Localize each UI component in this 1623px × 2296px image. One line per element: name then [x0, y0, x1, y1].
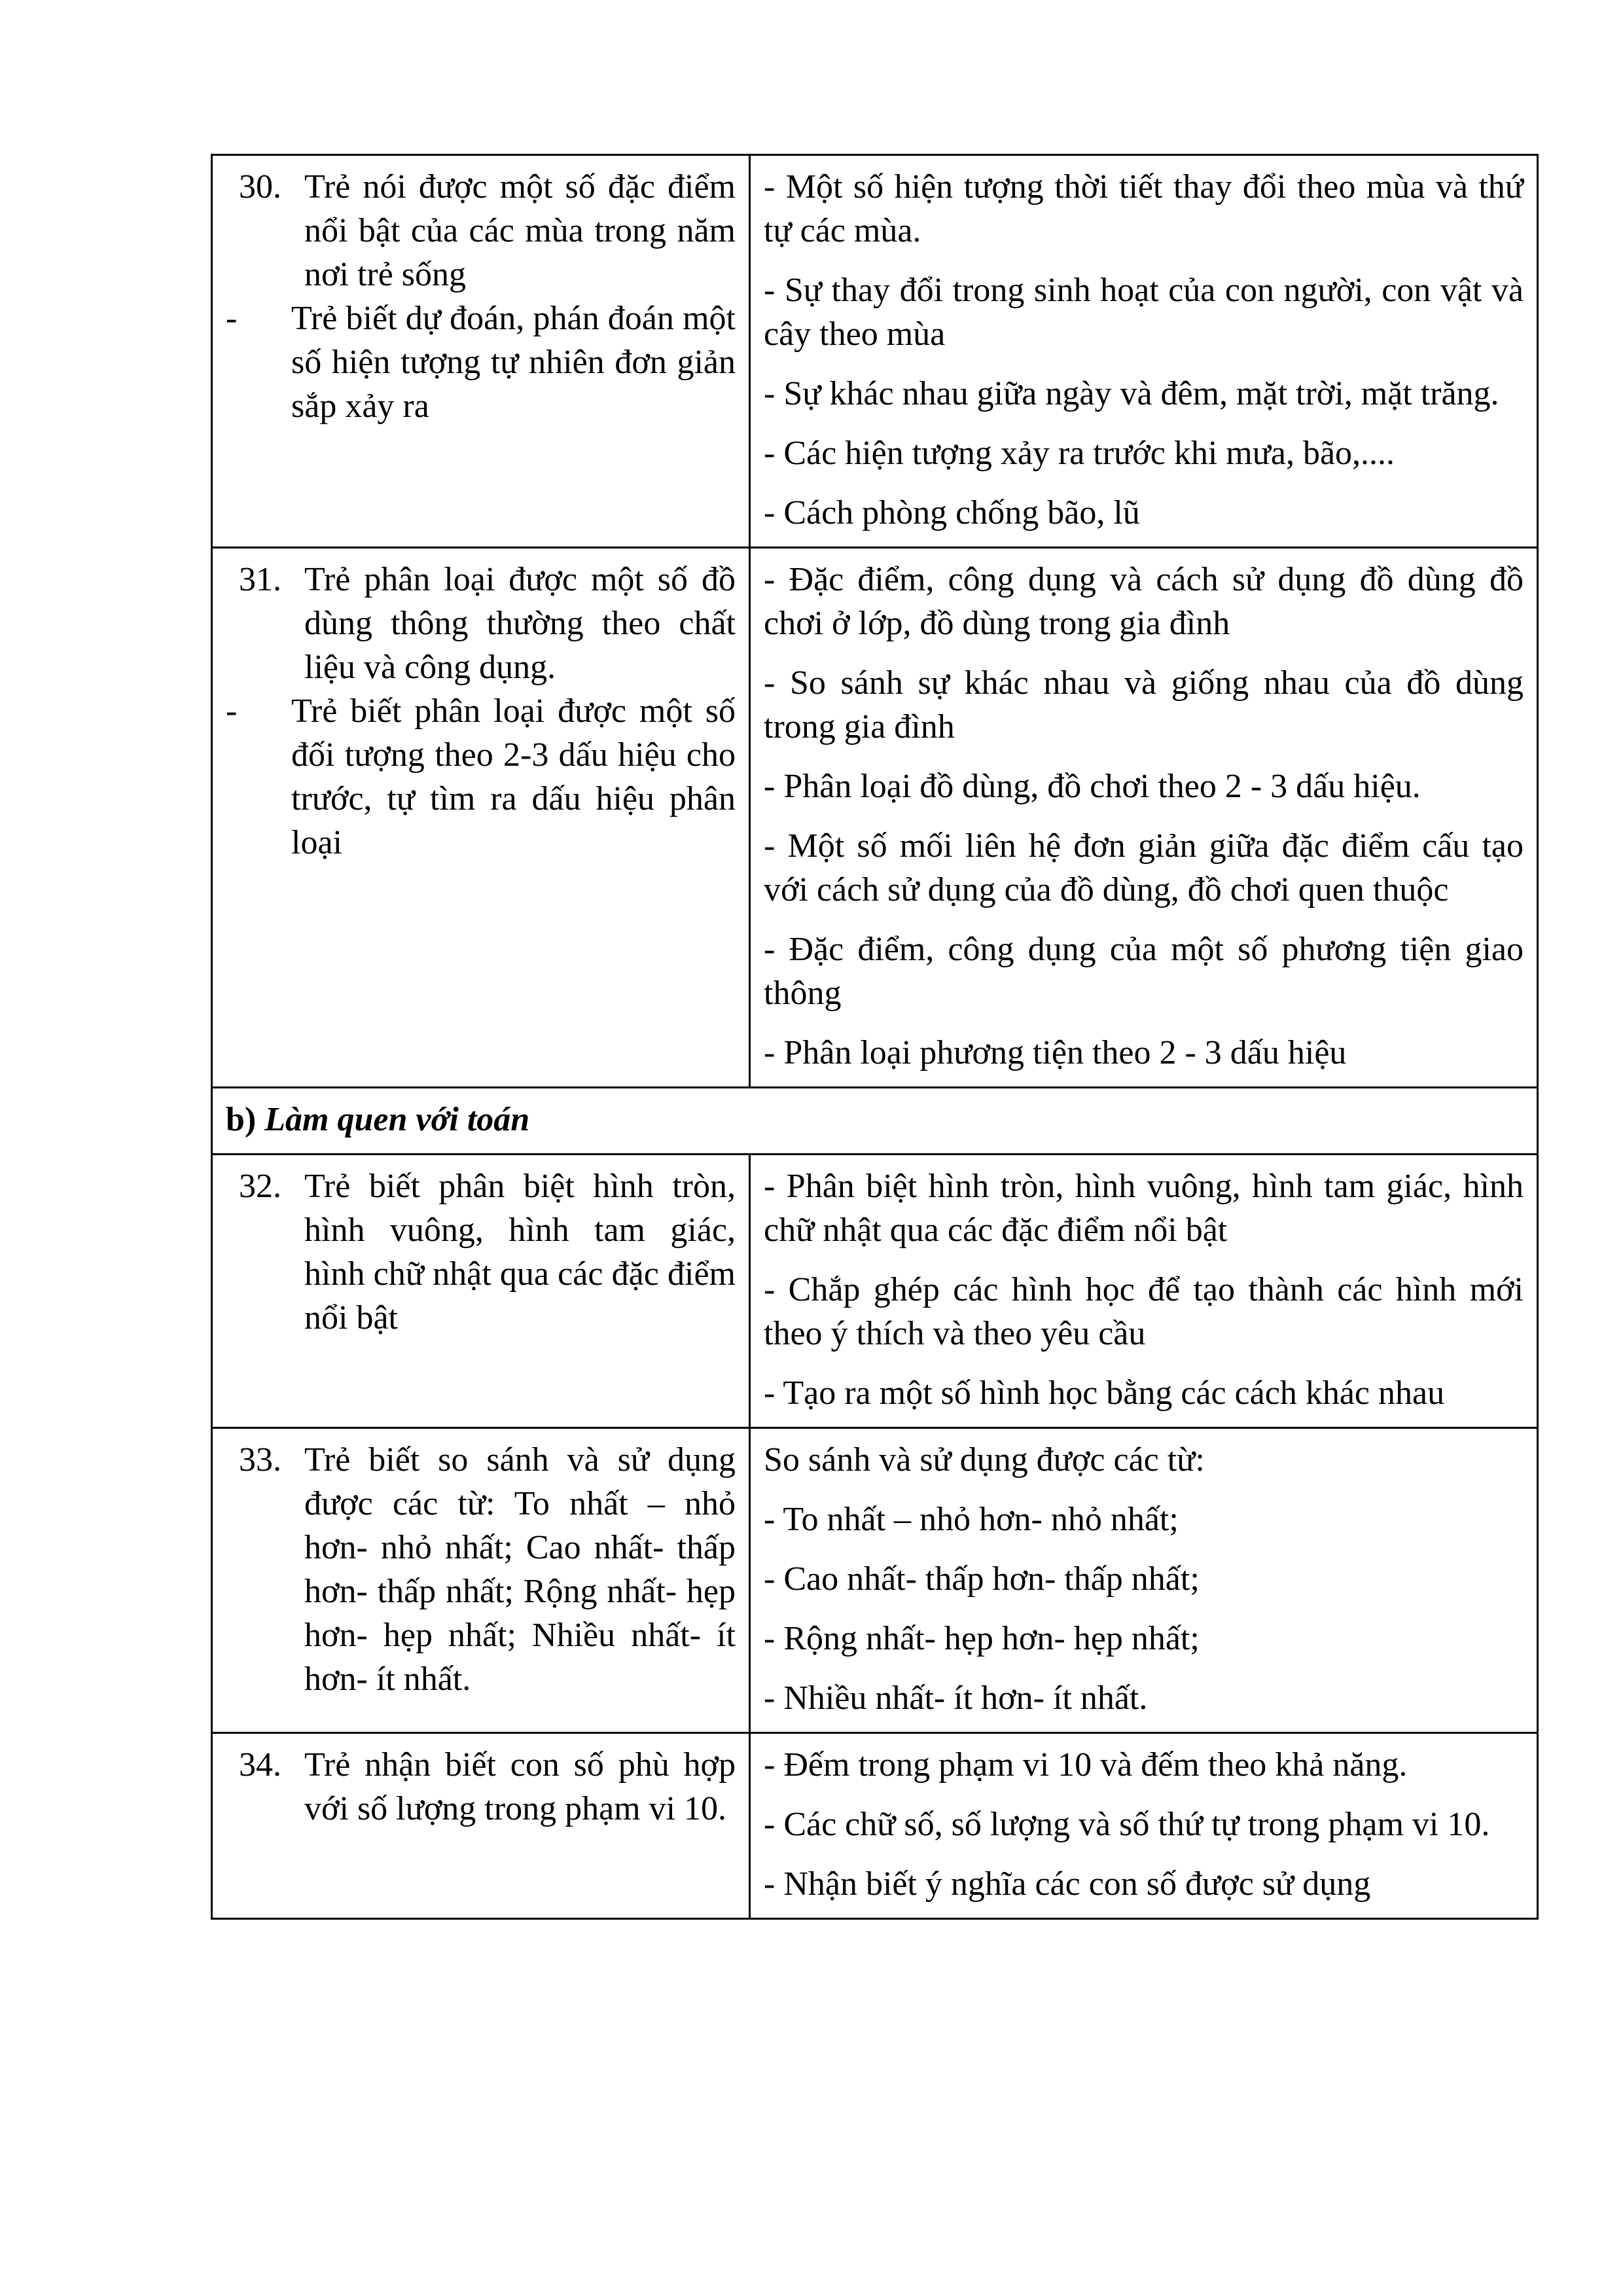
objective-item — [226, 558, 736, 689]
content-line: - Cách phòng chống bão, lũ — [764, 494, 1140, 531]
content-line: - Tạo ra một số hình học bằng các cách khác nhau — [764, 1374, 1445, 1412]
table-row-32 — [212, 1155, 1538, 1428]
objective-cell — [212, 1733, 750, 1919]
objective-number: 31. — [239, 561, 281, 598]
content-line: - Nhận biết ý nghĩa các con số được sử dụng — [764, 1865, 1371, 1903]
sub-objective-text: Trẻ biết phân loại được một số đối tượng theo 2-3 dấu hiệu cho trước, tự tìm ra dấu hiệu phân loại — [291, 692, 736, 861]
objective-number: 30. — [239, 168, 281, 206]
objective-text: Trẻ nói được một số đặc điểm nổi bật của các mùa trong năm nơi trẻ sống — [304, 168, 736, 293]
objective-cell — [212, 155, 750, 548]
bullet-dash: - — [226, 300, 238, 337]
table-row-34 — [212, 1733, 1538, 1919]
objective-text: Trẻ biết so sánh và sử dụng được các từ: To nhất – nhỏ hơn- nhỏ nhất; Cao nhất- thấp hơn- thấp nhất; Rộng nhất- hẹp hơn- hẹp nhất; Nhiều nhất- ít hơn- ít nhất. — [304, 1441, 736, 1698]
objective-text: Trẻ nhận biết con số phù hợp với số lượng trong phạm vi 10. — [304, 1746, 736, 1827]
content-line: - Đặc điểm, công dụng của một số phương tiện giao thông — [764, 931, 1524, 1012]
content-line: - Sự thay đổi trong sinh hoạt của con người, con vật và cây theo mùa — [764, 272, 1524, 353]
bullet-dash: - — [226, 692, 238, 730]
content-line: - Phân loại phương tiện theo 2 - 3 dấu hiệu — [764, 1034, 1347, 1071]
section-title: Làm quen với toán — [264, 1101, 530, 1138]
section-row — [212, 1088, 1538, 1155]
content-line: - Một số mối liên hệ đơn giản giữa đặc điểm cấu tạo với cách sử dụng của đồ dùng, đồ chơi quen thuộc — [764, 827, 1524, 908]
content-cell — [750, 1155, 1538, 1428]
objective-item — [226, 1743, 736, 1831]
content-line: - Các hiện tượng xảy ra trước khi mưa, bão,.... — [764, 435, 1395, 472]
objective-cell — [212, 548, 750, 1088]
table-row-33 — [212, 1428, 1538, 1733]
content-cell — [750, 548, 1538, 1088]
objective-number: 34. — [239, 1746, 281, 1784]
content-line: - So sánh sự khác nhau và giống nhau của đồ dùng trong gia đình — [764, 664, 1524, 745]
sub-objective-text: Trẻ biết dự đoán, phán đoán một số hiện tượng tự nhiên đơn giản sắp xảy ra — [291, 300, 736, 425]
objective-number: 32. — [239, 1168, 281, 1205]
content-cell — [750, 1428, 1538, 1733]
content-line: - Đặc điểm, công dụng và cách sử dụng đồ dùng đồ chơi ở lớp, đồ dùng trong gia đình — [764, 561, 1524, 642]
objective-text: Trẻ phân loại được một số đồ dùng thông thường theo chất liệu và công dụng. — [304, 561, 736, 686]
content-line: - Phân biệt hình tròn, hình vuông, hình tam giác, hình chữ nhật qua các đặc điểm nổi bật — [764, 1168, 1524, 1249]
objective-cell — [212, 1155, 750, 1428]
content-line: - Chắp ghép các hình học để tạo thành các hình mới theo ý thích và theo yêu cầu — [764, 1271, 1524, 1352]
content-line: - Các chữ số, số lượng và số thứ tự trong phạm vi 10. — [764, 1806, 1490, 1843]
content-line: - Cao nhất- thấp hơn- thấp nhất; — [764, 1560, 1200, 1598]
section-heading — [212, 1088, 1538, 1155]
content-line: - To nhất – nhỏ hơn- nhỏ nhất; — [764, 1501, 1179, 1538]
content-line: So sánh và sử dụng được các từ: — [764, 1441, 1205, 1479]
content-line: - Sự khác nhau giữa ngày và đêm, mặt trời, mặt trăng. — [764, 375, 1499, 412]
content-line: - Đếm trong phạm vi 10 và đếm theo khả năng. — [764, 1746, 1408, 1784]
sub-objective — [226, 296, 736, 428]
content-line: - Nhiều nhất- ít hơn- ít nhất. — [764, 1679, 1148, 1717]
content-line: - Phân loại đồ dùng, đồ chơi theo 2 - 3 dấu hiệu. — [764, 768, 1421, 805]
content-line: - Rộng nhất- hẹp hơn- hẹp nhất; — [764, 1620, 1200, 1657]
content-line: - Một số hiện tượng thời tiết thay đổi theo mùa và thứ tự các mùa. — [764, 168, 1524, 249]
table-row-31 — [212, 548, 1538, 1088]
objective-cell — [212, 1428, 750, 1733]
sub-objective — [226, 689, 736, 865]
content-cell — [750, 1733, 1538, 1919]
curriculum-table — [211, 154, 1539, 1920]
section-label: b) — [226, 1101, 257, 1138]
table-row-30 — [212, 155, 1538, 548]
content-cell — [750, 155, 1538, 548]
objective-item — [226, 165, 736, 296]
objective-item — [226, 1164, 736, 1340]
objective-number: 33. — [239, 1441, 281, 1479]
objective-item — [226, 1438, 736, 1701]
objective-text: Trẻ biết phân biệt hình tròn, hình vuông, hình tam giác, hình chữ nhật qua các đặc điểm nổi bật — [304, 1168, 736, 1336]
